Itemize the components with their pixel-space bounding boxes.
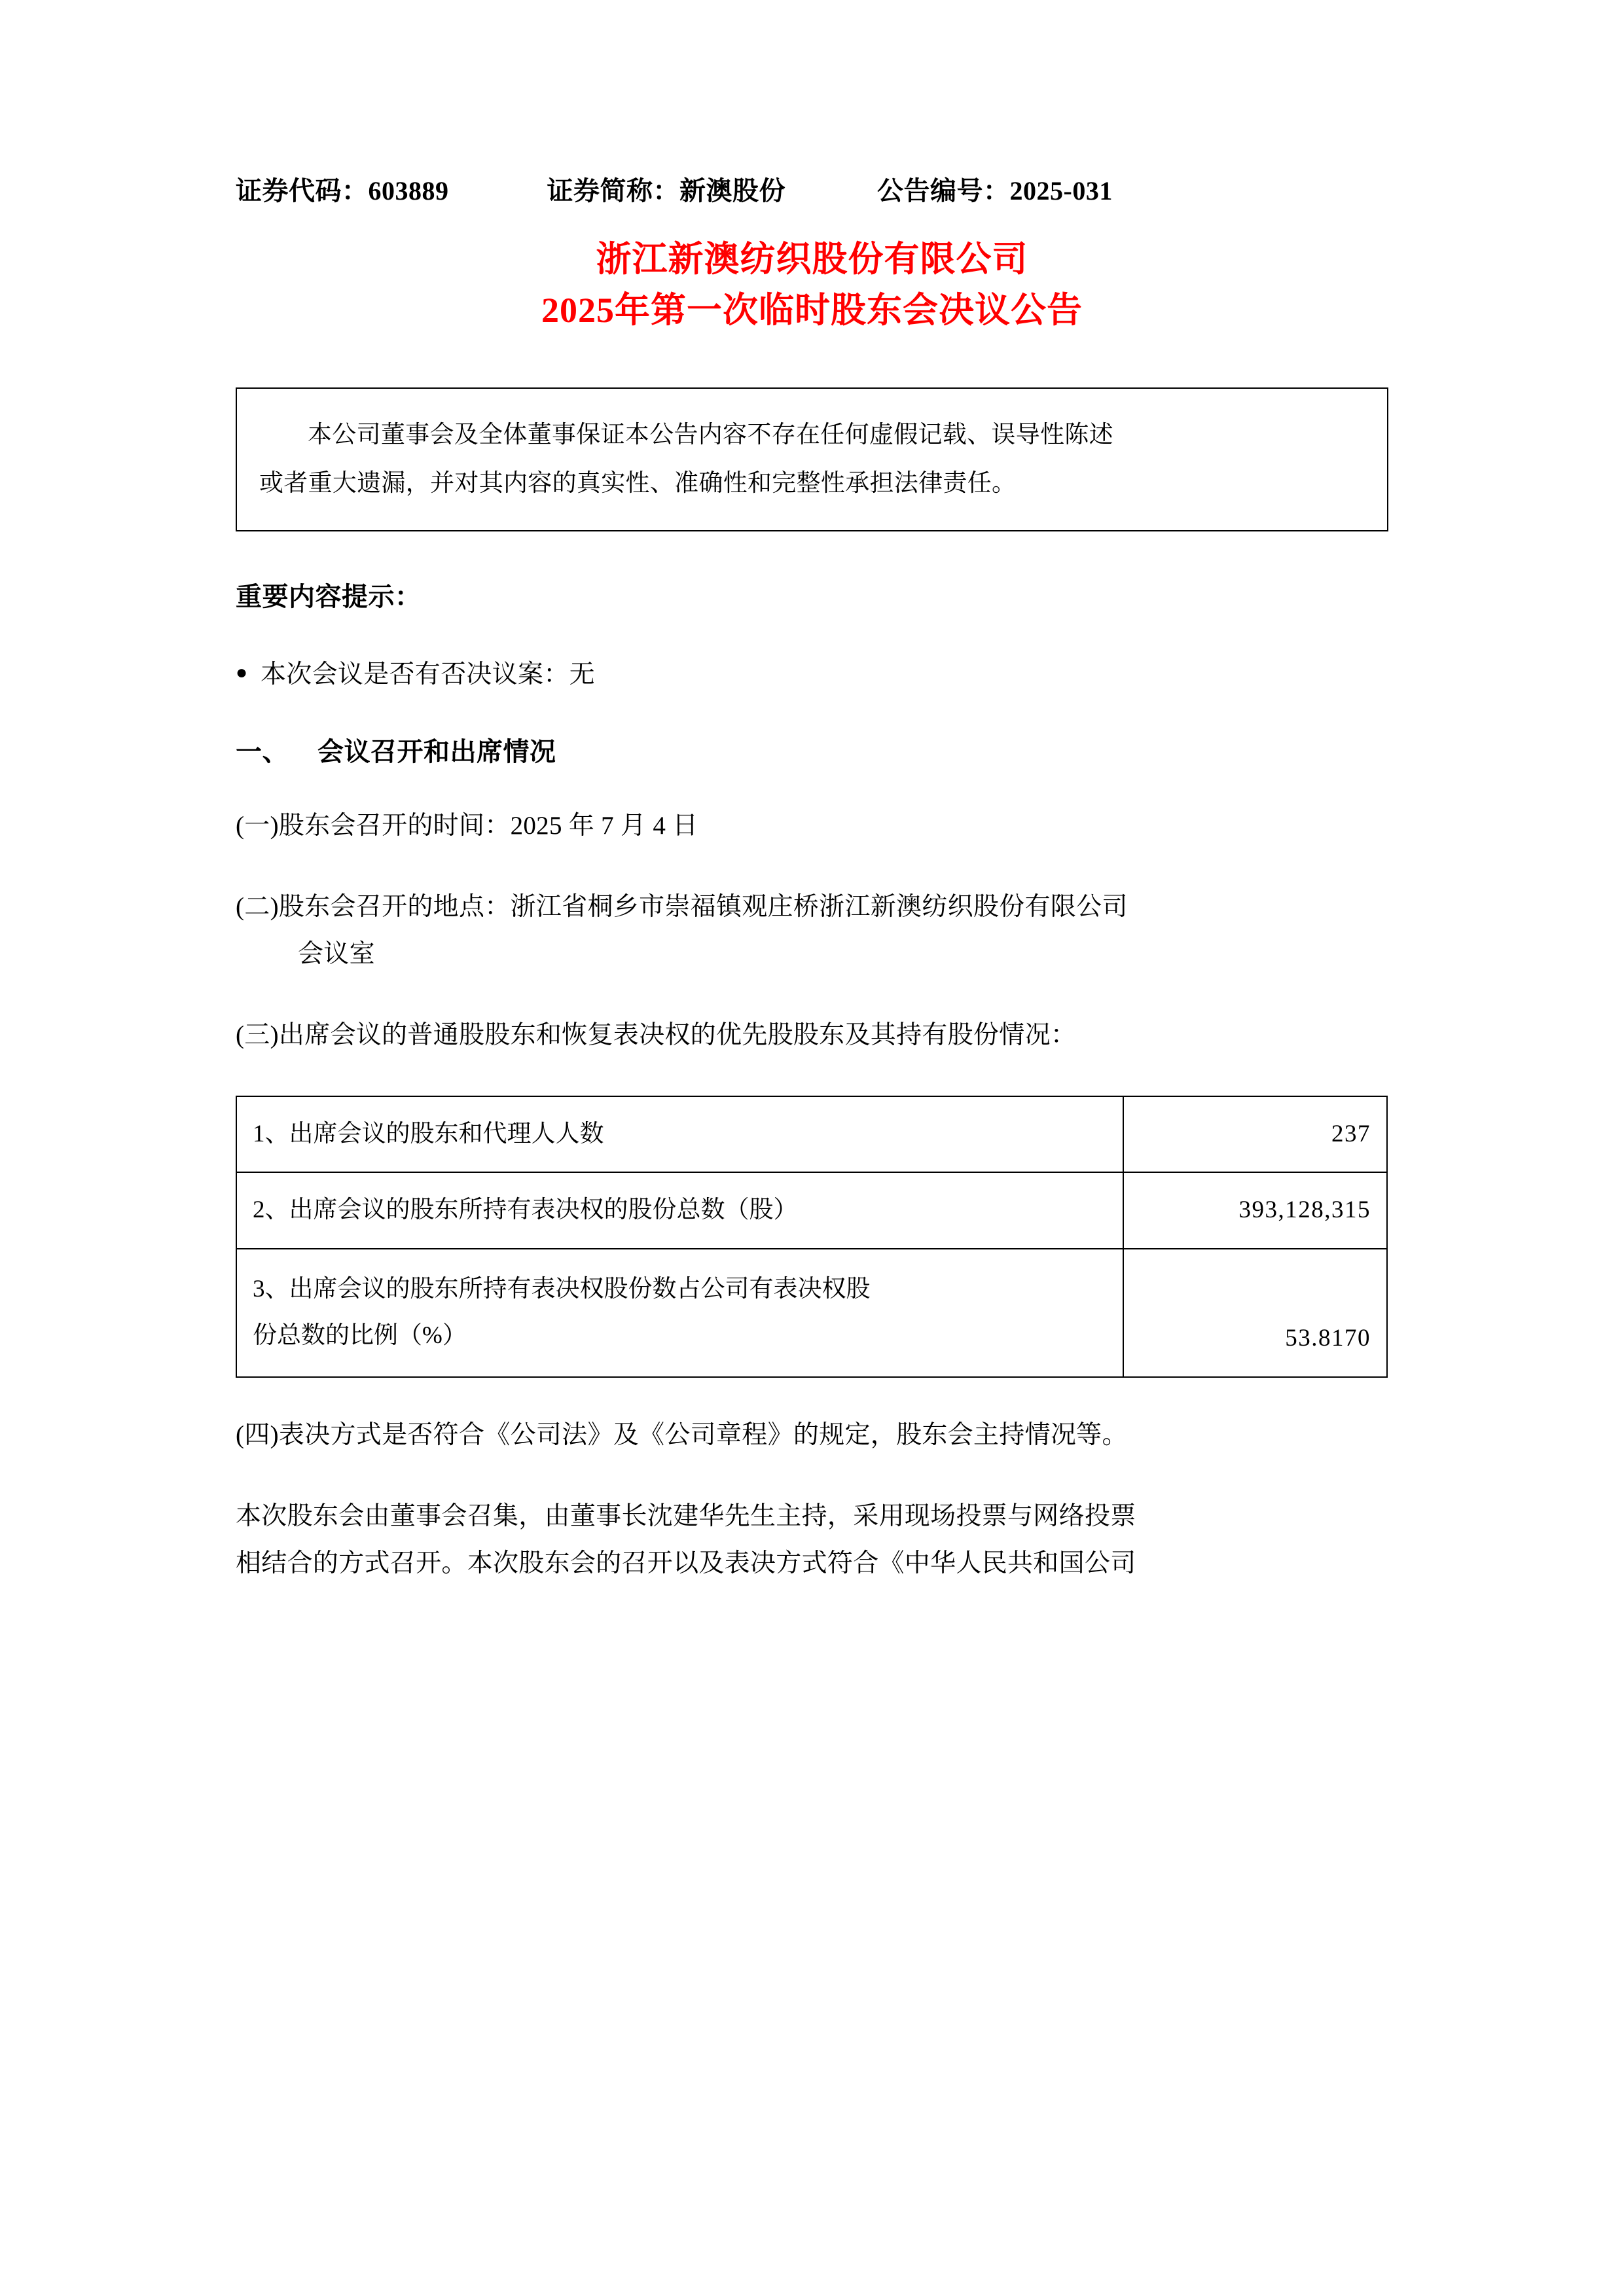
- attendance-row-3-label-line-1: 3、出席会议的股东所持有表决权股份数占公司有表决权股: [253, 1276, 871, 1303]
- disclaimer-line-1: 本公司董事会及全体董事保证本公告内容不存在任何虚假记载、误导性陈述: [308, 421, 1113, 448]
- table-row: [236, 1096, 1387, 1172]
- attendance-row-3-label-line-2: 份总数的比例（%）: [253, 1321, 467, 1349]
- attendance-row-1-value: 237: [1123, 1096, 1387, 1172]
- attendance-row-2-label: 2、出席会议的股东所持有表决权的股份总数（股）: [236, 1172, 1123, 1248]
- section-one-heading: [236, 731, 1388, 768]
- voting-method-intro: (四)表决方式是否符合《公司法》及《公司章程》的规定，股东会主持情况等。: [236, 1420, 1128, 1449]
- disclaimer-box: [236, 387, 1388, 531]
- doc-header: [236, 170, 1388, 207]
- important-tips-bullet: [236, 654, 1388, 691]
- company-title: 浙江新澳纺织股份有限公司: [596, 240, 1028, 279]
- voting-method-line-1: 本次股东会由董事会召集，由董事长沈建华先生主持，采用现场投票与网络投票: [236, 1501, 1136, 1530]
- attendance-row-3-label: [236, 1249, 1123, 1377]
- attendance-row-1-label: 1、出席会议的股东和代理人人数: [236, 1096, 1123, 1172]
- section-one-title: 会议召开和出席情况: [317, 736, 556, 766]
- attendance-table: [236, 1096, 1388, 1378]
- table-row: [236, 1172, 1387, 1248]
- security-code: 证券代码：603889: [236, 176, 449, 206]
- important-tips-heading: 重要内容提示：: [236, 581, 422, 611]
- meeting-place-line-1: (二)股东会召开的地点：浙江省桐乡市崇福镇观庄桥浙江新澳纺织股份有限公司: [236, 892, 1128, 921]
- voting-method-line-2: 相结合的方式召开。本次股东会的召开以及表决方式符合《中华人民共和国公司: [236, 1549, 1136, 1578]
- important-tips-bullet-text: 本次会议是否有否决议案：无: [261, 660, 595, 689]
- table-row: [236, 1249, 1387, 1377]
- attendance-row-3-value: 53.8170: [1123, 1249, 1387, 1377]
- voting-method-paragraph: [236, 1493, 1388, 1587]
- security-name: 证券简称：新澳股份: [547, 176, 785, 206]
- attendance-intro: (三)出席会议的普通股股东和恢复表决权的优先股股东及其持有股份情况：: [236, 1021, 1077, 1050]
- announcement-title: 2025年第一次临时股东会决议公告: [541, 291, 1083, 331]
- announcement-number: 公告编号：2025-031: [877, 176, 1113, 206]
- meeting-place-line-2: 会议室: [298, 939, 375, 968]
- disclaimer-line-2: 或者重大遗漏，并对其内容的真实性、准确性和完整性承担法律责任。: [259, 469, 1017, 497]
- meeting-place: [236, 884, 1388, 978]
- attendance-row-2-value: 393,128,315: [1123, 1172, 1387, 1248]
- section-one-number: 一、: [236, 736, 289, 766]
- meeting-time: (一)股东会召开的时间：2025 年 7 月 4 日: [236, 811, 698, 840]
- bullet-icon: ●: [236, 661, 248, 683]
- title-block: [236, 234, 1388, 336]
